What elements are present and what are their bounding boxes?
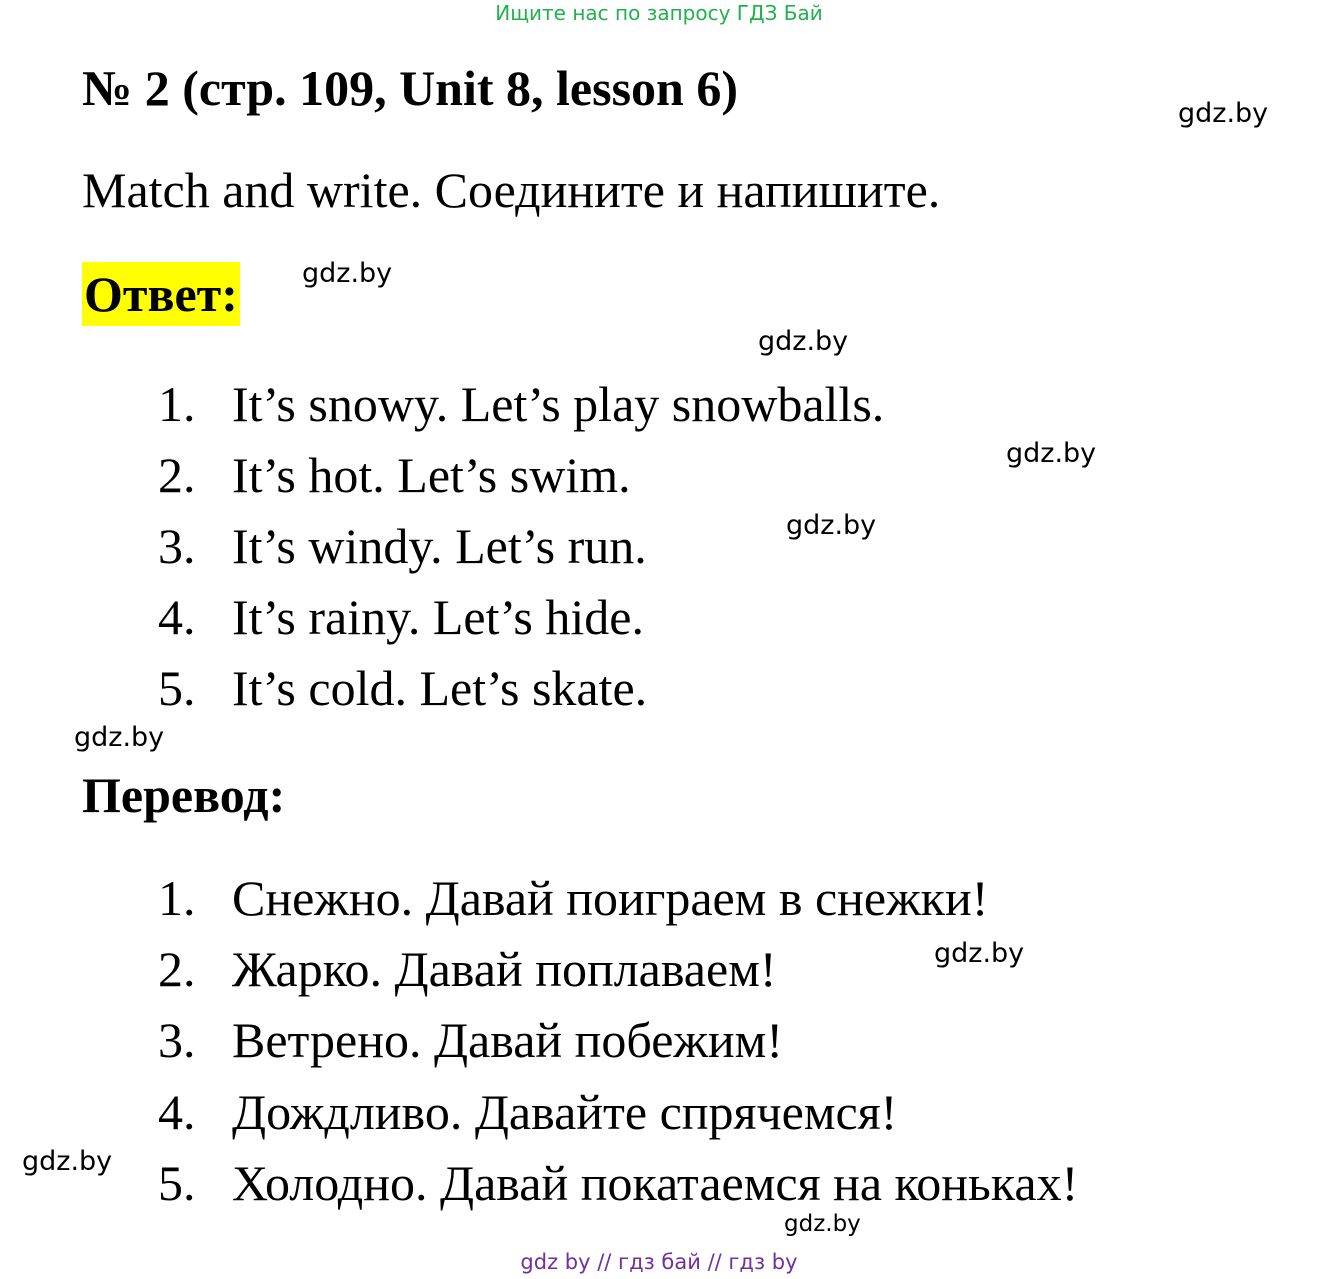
translation-number: 3. xyxy=(158,1012,196,1068)
translation-number: 4. xyxy=(158,1084,196,1140)
page-title: № 2 (стр. 109, Unit 8, lesson 6) xyxy=(82,60,738,116)
watermark: gdz.by xyxy=(758,326,849,357)
answer-text: It’s cold. Let’s skate. xyxy=(232,660,648,716)
answer-number: 3. xyxy=(158,518,196,574)
answer-number: 2. xyxy=(158,447,196,503)
translation-number: 5. xyxy=(158,1155,196,1211)
answer-text: It’s rainy. Let’s hide. xyxy=(232,589,644,645)
answer-heading: Ответ: xyxy=(82,262,240,326)
answer-item xyxy=(158,516,647,576)
translation-number: 2. xyxy=(158,941,196,997)
translation-heading: Перевод: xyxy=(82,767,286,823)
translation-item xyxy=(158,1082,897,1142)
translation-item xyxy=(158,1153,1078,1213)
watermark: gdz.by xyxy=(784,1211,861,1237)
answer-item xyxy=(158,445,631,505)
translation-text: Дождливо. Давайте спрячемся! xyxy=(232,1084,898,1140)
watermark: gdz.by xyxy=(1006,438,1097,469)
answer-number: 5. xyxy=(158,660,196,716)
task-instruction: Match and write. Соедините и напишите. xyxy=(82,162,941,218)
translation-text: Снежно. Давай поиграем в снежки! xyxy=(232,870,989,926)
translation-item xyxy=(158,868,988,928)
translation-item xyxy=(158,939,776,999)
watermark: gdz.by xyxy=(786,510,877,541)
answer-text: It’s snowy. Let’s play snowballs. xyxy=(232,376,885,432)
answer-item xyxy=(158,374,884,434)
translation-text: Ветрено. Давай побежим! xyxy=(232,1012,783,1068)
answer-number: 1. xyxy=(158,376,196,432)
watermark: gdz.by xyxy=(22,1146,113,1177)
translation-number: 1. xyxy=(158,870,196,926)
translation-text: Холодно. Давай покатаемся на коньках! xyxy=(232,1155,1079,1211)
answer-item xyxy=(158,658,647,718)
watermark: gdz.by xyxy=(74,722,165,753)
top-banner: Ищите нас по запросу ГДЗ Бай xyxy=(495,1,823,25)
answer-text: It’s windy. Let’s run. xyxy=(232,518,647,574)
watermark: gdz.by xyxy=(934,938,1025,969)
watermark: gdz.by xyxy=(302,258,393,289)
answer-item xyxy=(158,587,644,647)
answer-text: It’s hot. Let’s swim. xyxy=(232,447,631,503)
translation-item xyxy=(158,1010,783,1070)
translation-text: Жарко. Давай поплаваем! xyxy=(232,941,777,997)
watermark: gdz.by xyxy=(1178,98,1269,129)
footer-watermark: gdz by // гдз бай // гдз by xyxy=(520,1250,798,1274)
answer-number: 4. xyxy=(158,589,196,645)
